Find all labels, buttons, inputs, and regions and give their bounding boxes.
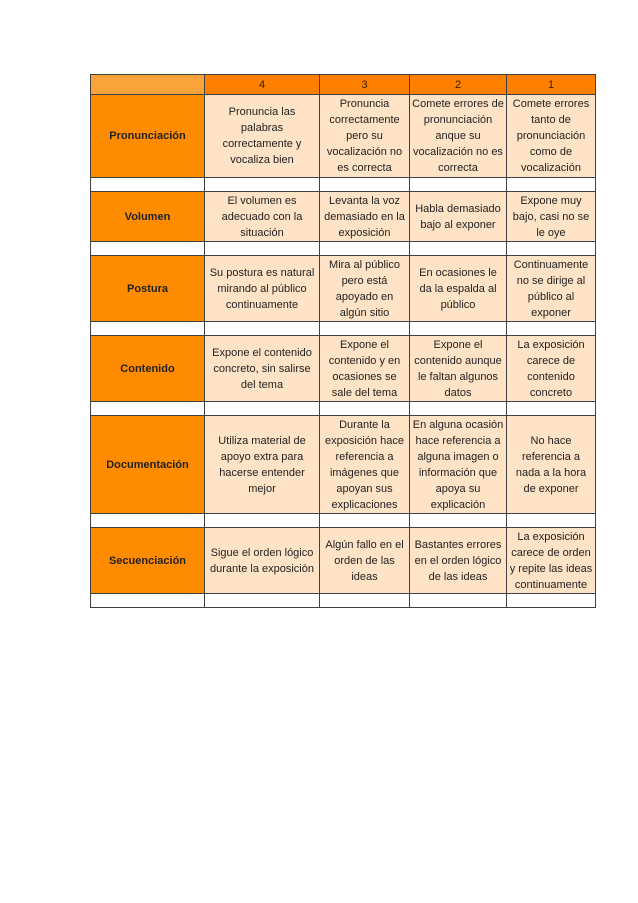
rubric-cell: Utiliza material de apoyo extra para hacerse entender mejor (205, 416, 320, 514)
table-row (91, 256, 596, 322)
table-row (91, 336, 596, 402)
rubric-cell: Continuamente no se dirige al público al exponer (507, 256, 596, 322)
rubric-cell: La exposición carece de contenido concreto (507, 336, 596, 402)
criterion-cell: Postura (91, 256, 205, 322)
rubric-cell: Expone el contenido y en ocasiones se sale del tema (320, 336, 410, 402)
rubric-cell: Comete errores de pronunciación anque su vocalización no es correcta (410, 95, 507, 178)
level-header-2: 2 (410, 75, 507, 95)
rubric-cell: Habla demasiado bajo al exponer (410, 192, 507, 242)
table-row (91, 528, 596, 594)
rubric-table (90, 74, 596, 608)
rubric-cell: Expone el contenido concreto, sin salirse del tema (205, 336, 320, 402)
rubric-cell: En alguna ocasión hace referencia a alguna imagen o información que apoya su explicación (410, 416, 507, 514)
rubric-cell: Levanta la voz demasiado en la exposición (320, 192, 410, 242)
rubric-cell: Su postura es natural mirando al público continuamente (205, 256, 320, 322)
rubric-cell: Pronuncia correctamente pero su vocalización no es correcta (320, 95, 410, 178)
rubric-cell: La exposición carece de orden y repite las ideas continuamente (507, 528, 596, 594)
table-row (91, 416, 596, 514)
criterion-cell: Contenido (91, 336, 205, 402)
rubric-cell: Expone muy bajo, casi no se le oye (507, 192, 596, 242)
level-header-4: 4 (205, 75, 320, 95)
criterion-cell: Secuenciación (91, 528, 205, 594)
rubric-cell: Durante la exposición hace referencia a imágenes que apoyan sus explicaciones (320, 416, 410, 514)
rubric-cell: Pronuncia las palabras correctamente y vocaliza bien (205, 95, 320, 178)
spacer-row (91, 178, 596, 192)
rubric-cell: Algún fallo en el orden de las ideas (320, 528, 410, 594)
rubric-cell: El volumen es adecuado con la situación (205, 192, 320, 242)
spacer-row (91, 242, 596, 256)
rubric-cell: Sigue el orden lógico durante la exposición (205, 528, 320, 594)
criterion-cell: Pronunciación (91, 95, 205, 178)
rubric-cell: Bastantes errores en el orden lógico de las ideas (410, 528, 507, 594)
header-row (91, 75, 596, 95)
criterion-cell: Volumen (91, 192, 205, 242)
table-row (91, 95, 596, 178)
rubric-cell: Mira al público pero está apoyado en algún sitio (320, 256, 410, 322)
rubric-cell: Comete errores tanto de pronunciación como de vocalización (507, 95, 596, 178)
header-corner-cell (91, 75, 205, 95)
table-row (91, 192, 596, 242)
level-header-1: 1 (507, 75, 596, 95)
spacer-row (91, 322, 596, 336)
spacer-row (91, 514, 596, 528)
rubric-cell: En ocasiones le da la espalda al público (410, 256, 507, 322)
level-header-3: 3 (320, 75, 410, 95)
rubric-cell: Expone el contenido aunque le faltan algunos datos (410, 336, 507, 402)
criterion-cell: Documentación (91, 416, 205, 514)
spacer-row (91, 594, 596, 608)
spacer-row (91, 402, 596, 416)
rubric-cell: No hace referencia a nada a la hora de exponer (507, 416, 596, 514)
